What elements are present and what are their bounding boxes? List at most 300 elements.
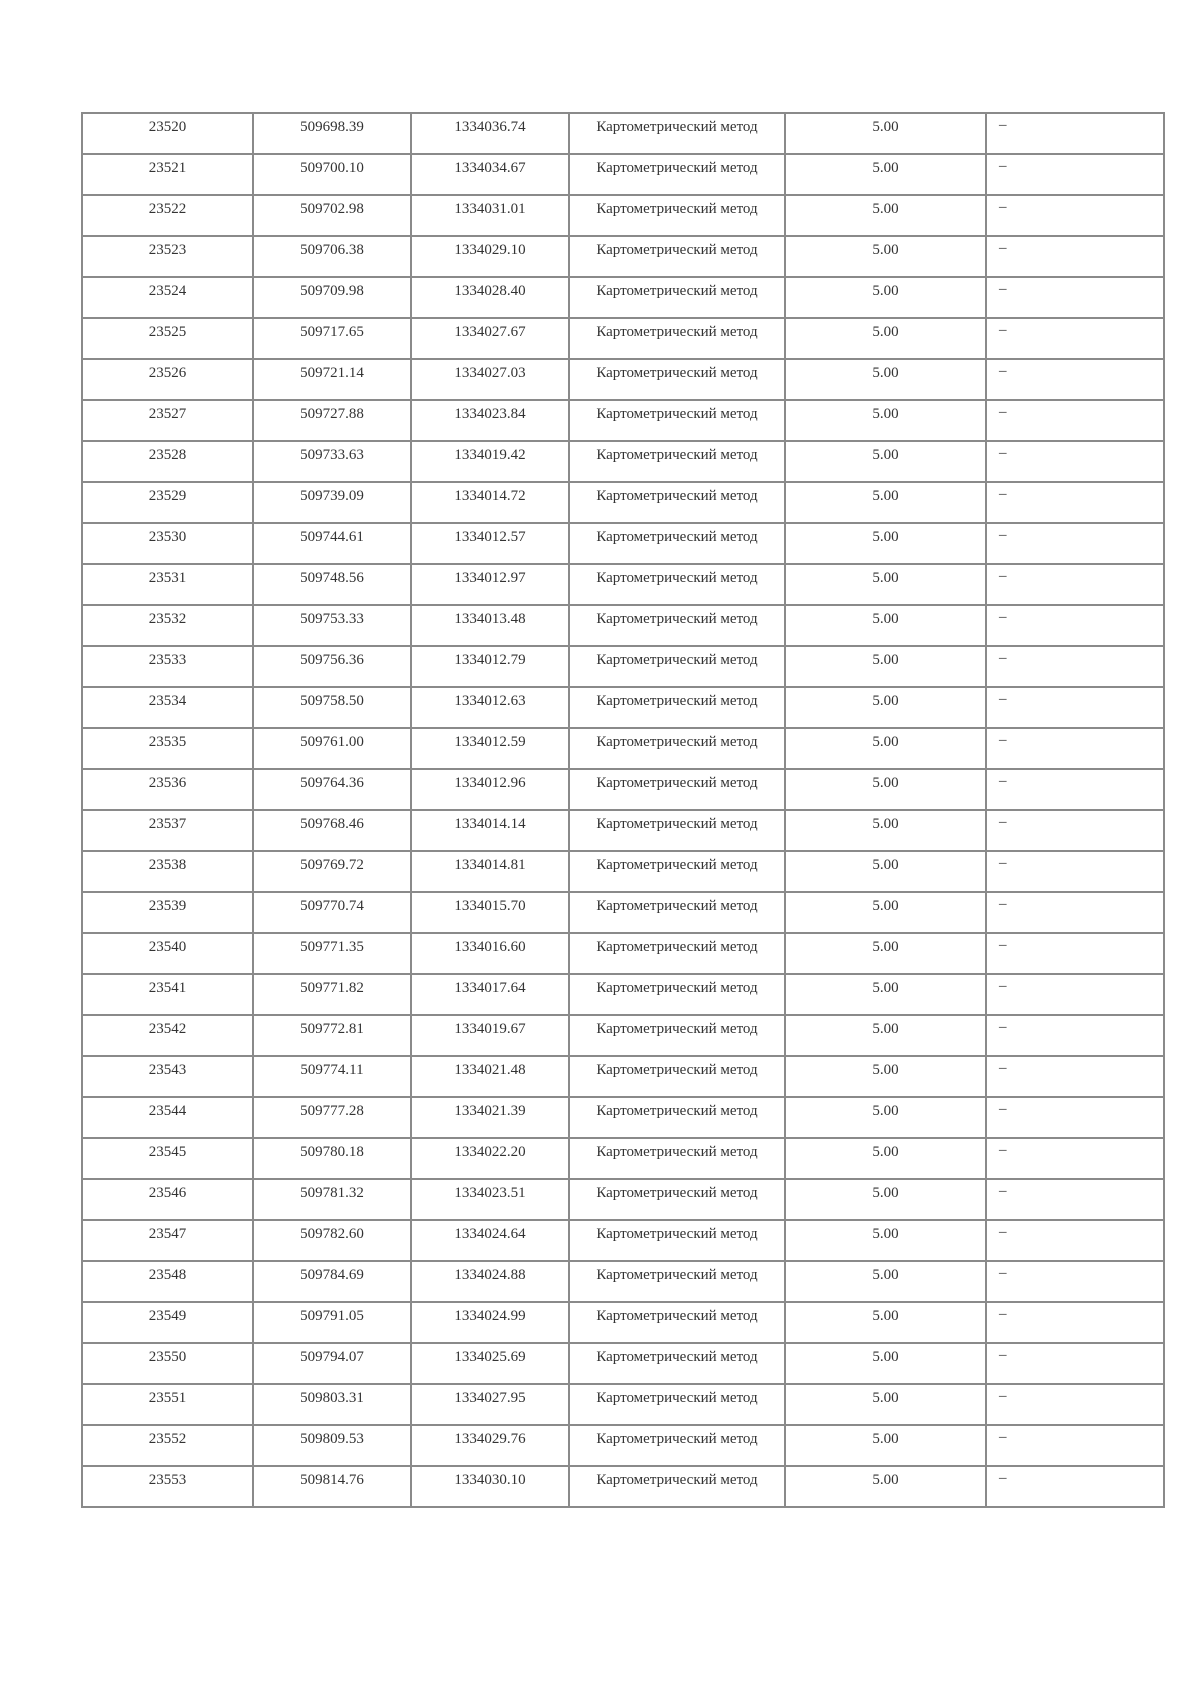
- y-coordinate-cell-text: 1334027.95: [454, 1390, 526, 1406]
- y-coordinate-cell: [411, 1056, 569, 1097]
- note-cell-text: –: [999, 732, 1007, 748]
- y-coordinate-cell: [411, 605, 569, 646]
- table-row: [82, 236, 1164, 277]
- point-number-cell: [82, 1056, 253, 1097]
- note-cell: [986, 1466, 1164, 1507]
- x-coordinate-cell-text: 509774.11: [300, 1062, 364, 1078]
- accuracy-cell-text: 5.00: [872, 652, 899, 668]
- table-row: [82, 1384, 1164, 1425]
- accuracy-cell: [785, 810, 986, 851]
- table-row: [82, 810, 1164, 851]
- accuracy-cell: [785, 318, 986, 359]
- note-cell-text: –: [999, 240, 1007, 256]
- accuracy-cell-text: 5.00: [872, 1390, 899, 1406]
- accuracy-cell: [785, 1466, 986, 1507]
- point-number-cell-text: 23550: [148, 1349, 187, 1365]
- note-cell-text: –: [999, 1306, 1007, 1322]
- note-cell: [986, 359, 1164, 400]
- note-cell-text: –: [999, 1347, 1007, 1363]
- y-coordinate-cell: [411, 728, 569, 769]
- method-cell: [569, 195, 785, 236]
- accuracy-cell-text: 5.00: [872, 1185, 899, 1201]
- note-cell: [986, 400, 1164, 441]
- accuracy-cell-text: 5.00: [872, 1349, 899, 1365]
- note-cell: [986, 892, 1164, 933]
- y-coordinate-cell: [411, 974, 569, 1015]
- point-number-cell-text: 23520: [148, 119, 187, 135]
- x-coordinate-cell-text: 509791.05: [300, 1308, 364, 1324]
- table-row: [82, 605, 1164, 646]
- x-coordinate-cell-text: 509764.36: [300, 775, 364, 791]
- x-coordinate-cell: [253, 441, 411, 482]
- accuracy-cell-text: 5.00: [872, 1308, 899, 1324]
- y-coordinate-cell: [411, 113, 569, 154]
- accuracy-cell-text: 5.00: [872, 447, 899, 463]
- x-coordinate-cell-text: 509702.98: [300, 201, 364, 217]
- point-number-cell-text: 23523: [148, 242, 187, 258]
- x-coordinate-cell-text: 509780.18: [300, 1144, 364, 1160]
- note-cell-text: –: [999, 1470, 1007, 1486]
- y-coordinate-cell: [411, 523, 569, 564]
- note-cell: [986, 728, 1164, 769]
- table-row: [82, 1179, 1164, 1220]
- note-cell: [986, 523, 1164, 564]
- method-cell-text: Картометрический метод: [596, 1349, 758, 1365]
- point-number-cell: [82, 646, 253, 687]
- y-coordinate-cell-text: 1334012.63: [454, 693, 526, 709]
- method-cell-text: Картометрический метод: [596, 611, 758, 627]
- accuracy-cell: [785, 1425, 986, 1466]
- accuracy-cell-text: 5.00: [872, 775, 899, 791]
- method-cell-text: Картометрический метод: [596, 447, 758, 463]
- y-coordinate-cell: [411, 1261, 569, 1302]
- x-coordinate-cell-text: 509814.76: [300, 1472, 364, 1488]
- note-cell: [986, 441, 1164, 482]
- y-coordinate-cell-text: 1334014.72: [454, 488, 526, 504]
- table-row: [82, 195, 1164, 236]
- accuracy-cell-text: 5.00: [872, 693, 899, 709]
- point-number-cell-text: 23538: [148, 857, 187, 873]
- x-coordinate-cell: [253, 1138, 411, 1179]
- y-coordinate-cell-text: 1334014.14: [454, 816, 526, 832]
- x-coordinate-cell-text: 509809.53: [300, 1431, 364, 1447]
- method-cell-text: Картометрический метод: [596, 693, 758, 709]
- y-coordinate-cell-text: 1334012.79: [454, 652, 526, 668]
- x-coordinate-cell-text: 509727.88: [300, 406, 364, 422]
- x-coordinate-cell: [253, 1015, 411, 1056]
- y-coordinate-cell-text: 1334024.99: [454, 1308, 526, 1324]
- point-number-cell-text: 23547: [148, 1226, 187, 1242]
- table-row: [82, 318, 1164, 359]
- y-coordinate-cell-text: 1334019.42: [454, 447, 526, 463]
- point-number-cell: [82, 769, 253, 810]
- table-row: [82, 933, 1164, 974]
- method-cell-text: Картометрический метод: [596, 775, 758, 791]
- point-number-cell: [82, 1302, 253, 1343]
- point-number-cell: [82, 1425, 253, 1466]
- point-number-cell-text: 23522: [148, 201, 187, 217]
- x-coordinate-cell: [253, 1097, 411, 1138]
- method-cell: [569, 1466, 785, 1507]
- point-number-cell: [82, 810, 253, 851]
- method-cell: [569, 933, 785, 974]
- method-cell-text: Картометрический метод: [596, 1185, 758, 1201]
- x-coordinate-cell: [253, 605, 411, 646]
- accuracy-cell-text: 5.00: [872, 488, 899, 504]
- table-row: [82, 687, 1164, 728]
- method-cell-text: Картометрический метод: [596, 160, 758, 176]
- y-coordinate-cell: [411, 933, 569, 974]
- x-coordinate-cell: [253, 1261, 411, 1302]
- y-coordinate-cell-text: 1334013.48: [454, 611, 526, 627]
- y-coordinate-cell: [411, 1384, 569, 1425]
- accuracy-cell: [785, 113, 986, 154]
- y-coordinate-cell: [411, 1302, 569, 1343]
- x-coordinate-cell: [253, 1056, 411, 1097]
- x-coordinate-cell-text: 509756.36: [300, 652, 364, 668]
- method-cell: [569, 1384, 785, 1425]
- method-cell: [569, 605, 785, 646]
- accuracy-cell-text: 5.00: [872, 324, 899, 340]
- y-coordinate-cell: [411, 646, 569, 687]
- x-coordinate-cell: [253, 769, 411, 810]
- accuracy-cell: [785, 646, 986, 687]
- accuracy-cell: [785, 974, 986, 1015]
- table-row: [82, 974, 1164, 1015]
- note-cell: [986, 810, 1164, 851]
- table-row: [82, 564, 1164, 605]
- y-coordinate-cell-text: 1334024.64: [454, 1226, 526, 1242]
- y-coordinate-cell: [411, 1179, 569, 1220]
- y-coordinate-cell: [411, 1466, 569, 1507]
- method-cell: [569, 359, 785, 400]
- accuracy-cell-text: 5.00: [872, 939, 899, 955]
- accuracy-cell-text: 5.00: [872, 119, 899, 135]
- method-cell: [569, 1138, 785, 1179]
- note-cell: [986, 1261, 1164, 1302]
- point-number-cell: [82, 236, 253, 277]
- method-cell-text: Картометрический метод: [596, 488, 758, 504]
- table-row: [82, 1466, 1164, 1507]
- table-row: [82, 851, 1164, 892]
- method-cell-text: Картометрический метод: [596, 939, 758, 955]
- note-cell-text: –: [999, 896, 1007, 912]
- method-cell-text: Картометрический метод: [596, 529, 758, 545]
- note-cell: [986, 195, 1164, 236]
- note-cell: [986, 933, 1164, 974]
- note-cell-text: –: [999, 1183, 1007, 1199]
- method-cell: [569, 1261, 785, 1302]
- x-coordinate-cell: [253, 277, 411, 318]
- table-row: [82, 113, 1164, 154]
- x-coordinate-cell: [253, 1220, 411, 1261]
- table-row: [82, 400, 1164, 441]
- point-number-cell: [82, 1466, 253, 1507]
- y-coordinate-cell: [411, 1425, 569, 1466]
- table-row: [82, 1261, 1164, 1302]
- x-coordinate-cell-text: 509770.74: [300, 898, 364, 914]
- accuracy-cell-text: 5.00: [872, 1431, 899, 1447]
- accuracy-cell-text: 5.00: [872, 1267, 899, 1283]
- method-cell: [569, 851, 785, 892]
- x-coordinate-cell: [253, 400, 411, 441]
- accuracy-cell-text: 5.00: [872, 857, 899, 873]
- point-number-cell-text: 23530: [148, 529, 187, 545]
- note-cell: [986, 482, 1164, 523]
- accuracy-cell-text: 5.00: [872, 1472, 899, 1488]
- method-cell-text: Картометрический метод: [596, 1226, 758, 1242]
- accuracy-cell: [785, 892, 986, 933]
- accuracy-cell: [785, 1097, 986, 1138]
- accuracy-cell-text: 5.00: [872, 1021, 899, 1037]
- note-cell: [986, 1302, 1164, 1343]
- x-coordinate-cell: [253, 113, 411, 154]
- table-row: [82, 277, 1164, 318]
- note-cell-text: –: [999, 1060, 1007, 1076]
- method-cell: [569, 1015, 785, 1056]
- y-coordinate-cell-text: 1334028.40: [454, 283, 526, 299]
- point-number-cell: [82, 154, 253, 195]
- method-cell-text: Картометрический метод: [596, 283, 758, 299]
- note-cell: [986, 646, 1164, 687]
- y-coordinate-cell: [411, 1220, 569, 1261]
- point-number-cell: [82, 851, 253, 892]
- x-coordinate-cell: [253, 195, 411, 236]
- note-cell-text: –: [999, 1388, 1007, 1404]
- note-cell-text: –: [999, 158, 1007, 174]
- y-coordinate-cell-text: 1334016.60: [454, 939, 526, 955]
- point-number-cell-text: 23551: [148, 1390, 187, 1406]
- y-coordinate-cell-text: 1334015.70: [454, 898, 526, 914]
- x-coordinate-cell-text: 509748.56: [300, 570, 364, 586]
- point-number-cell-text: 23526: [148, 365, 187, 381]
- y-coordinate-cell-text: 1334029.10: [454, 242, 526, 258]
- method-cell-text: Картометрический метод: [596, 1472, 758, 1488]
- x-coordinate-cell-text: 509772.81: [300, 1021, 364, 1037]
- accuracy-cell: [785, 605, 986, 646]
- method-cell-text: Картометрический метод: [596, 816, 758, 832]
- method-cell-text: Картометрический метод: [596, 242, 758, 258]
- x-coordinate-cell-text: 509794.07: [300, 1349, 364, 1365]
- accuracy-cell-text: 5.00: [872, 160, 899, 176]
- point-number-cell: [82, 1220, 253, 1261]
- x-coordinate-cell: [253, 1466, 411, 1507]
- accuracy-cell: [785, 195, 986, 236]
- x-coordinate-cell: [253, 933, 411, 974]
- point-number-cell-text: 23537: [148, 816, 187, 832]
- coordinates-table: [81, 112, 1165, 1508]
- table-row: [82, 1015, 1164, 1056]
- method-cell-text: Картометрический метод: [596, 1144, 758, 1160]
- method-cell: [569, 1097, 785, 1138]
- note-cell-text: –: [999, 814, 1007, 830]
- note-cell-text: –: [999, 773, 1007, 789]
- note-cell-text: –: [999, 527, 1007, 543]
- accuracy-cell: [785, 728, 986, 769]
- table-row: [82, 154, 1164, 195]
- x-coordinate-cell-text: 509782.60: [300, 1226, 364, 1242]
- y-coordinate-cell: [411, 1343, 569, 1384]
- method-cell: [569, 277, 785, 318]
- accuracy-cell: [785, 523, 986, 564]
- method-cell: [569, 564, 785, 605]
- note-cell: [986, 1097, 1164, 1138]
- note-cell: [986, 851, 1164, 892]
- x-coordinate-cell-text: 509733.63: [300, 447, 364, 463]
- accuracy-cell: [785, 1220, 986, 1261]
- y-coordinate-cell-text: 1334017.64: [454, 980, 526, 996]
- x-coordinate-cell-text: 509721.14: [300, 365, 364, 381]
- method-cell: [569, 318, 785, 359]
- table-row: [82, 1220, 1164, 1261]
- point-number-cell-text: 23534: [148, 693, 187, 709]
- y-coordinate-cell: [411, 277, 569, 318]
- y-coordinate-cell-text: 1334023.51: [454, 1185, 526, 1201]
- y-coordinate-cell: [411, 1138, 569, 1179]
- point-number-cell: [82, 605, 253, 646]
- y-coordinate-cell: [411, 892, 569, 933]
- accuracy-cell-text: 5.00: [872, 283, 899, 299]
- note-cell: [986, 1384, 1164, 1425]
- method-cell: [569, 769, 785, 810]
- accuracy-cell: [785, 1179, 986, 1220]
- x-coordinate-cell-text: 509753.33: [300, 611, 364, 627]
- point-number-cell-text: 23535: [148, 734, 187, 750]
- accuracy-cell: [785, 769, 986, 810]
- method-cell-text: Картометрический метод: [596, 406, 758, 422]
- y-coordinate-cell-text: 1334012.97: [454, 570, 526, 586]
- x-coordinate-cell-text: 509784.69: [300, 1267, 364, 1283]
- x-coordinate-cell-text: 509700.10: [300, 160, 364, 176]
- accuracy-cell-text: 5.00: [872, 980, 899, 996]
- note-cell-text: –: [999, 609, 1007, 625]
- y-coordinate-cell-text: 1334014.81: [454, 857, 526, 873]
- accuracy-cell-text: 5.00: [872, 201, 899, 217]
- method-cell-text: Картометрический метод: [596, 1308, 758, 1324]
- point-number-cell-text: 23525: [148, 324, 187, 340]
- x-coordinate-cell-text: 509744.61: [300, 529, 364, 545]
- table-row: [82, 359, 1164, 400]
- y-coordinate-cell-text: 1334030.10: [454, 1472, 526, 1488]
- x-coordinate-cell-text: 509706.38: [300, 242, 364, 258]
- y-coordinate-cell-text: 1334036.74: [454, 119, 526, 135]
- method-cell-text: Картометрический метод: [596, 1267, 758, 1283]
- table-row: [82, 441, 1164, 482]
- method-cell: [569, 728, 785, 769]
- table-row: [82, 1056, 1164, 1097]
- accuracy-cell-text: 5.00: [872, 1062, 899, 1078]
- y-coordinate-cell-text: 1334021.48: [454, 1062, 526, 1078]
- x-coordinate-cell: [253, 482, 411, 523]
- method-cell-text: Картометрический метод: [596, 1390, 758, 1406]
- y-coordinate-cell-text: 1334023.84: [454, 406, 526, 422]
- x-coordinate-cell: [253, 154, 411, 195]
- point-number-cell: [82, 1138, 253, 1179]
- y-coordinate-cell: [411, 154, 569, 195]
- note-cell: [986, 687, 1164, 728]
- x-coordinate-cell-text: 509771.82: [300, 980, 364, 996]
- note-cell-text: –: [999, 445, 1007, 461]
- accuracy-cell: [785, 933, 986, 974]
- note-cell-text: –: [999, 691, 1007, 707]
- method-cell-text: Картометрический метод: [596, 980, 758, 996]
- method-cell: [569, 441, 785, 482]
- note-cell: [986, 113, 1164, 154]
- point-number-cell: [82, 441, 253, 482]
- note-cell: [986, 769, 1164, 810]
- y-coordinate-cell-text: 1334027.67: [454, 324, 526, 340]
- note-cell: [986, 236, 1164, 277]
- table-row: [82, 892, 1164, 933]
- method-cell: [569, 236, 785, 277]
- note-cell-text: –: [999, 404, 1007, 420]
- accuracy-cell: [785, 1302, 986, 1343]
- y-coordinate-cell: [411, 851, 569, 892]
- accuracy-cell-text: 5.00: [872, 898, 899, 914]
- point-number-cell-text: 23521: [148, 160, 187, 176]
- point-number-cell-text: 23541: [148, 980, 187, 996]
- accuracy-cell-text: 5.00: [872, 406, 899, 422]
- note-cell: [986, 1343, 1164, 1384]
- note-cell: [986, 1425, 1164, 1466]
- accuracy-cell: [785, 1138, 986, 1179]
- table-row: [82, 1138, 1164, 1179]
- method-cell: [569, 482, 785, 523]
- y-coordinate-cell-text: 1334022.20: [454, 1144, 526, 1160]
- method-cell: [569, 154, 785, 195]
- accuracy-cell: [785, 400, 986, 441]
- point-number-cell: [82, 974, 253, 1015]
- x-coordinate-cell-text: 509761.00: [300, 734, 364, 750]
- note-cell-text: –: [999, 650, 1007, 666]
- method-cell-text: Картометрический метод: [596, 734, 758, 750]
- note-cell-text: –: [999, 117, 1007, 133]
- point-number-cell-text: 23553: [148, 1472, 187, 1488]
- note-cell: [986, 1179, 1164, 1220]
- x-coordinate-cell: [253, 974, 411, 1015]
- note-cell: [986, 605, 1164, 646]
- x-coordinate-cell: [253, 1302, 411, 1343]
- point-number-cell: [82, 1343, 253, 1384]
- y-coordinate-cell: [411, 359, 569, 400]
- point-number-cell: [82, 1261, 253, 1302]
- method-cell: [569, 974, 785, 1015]
- accuracy-cell: [785, 564, 986, 605]
- point-number-cell: [82, 1179, 253, 1220]
- y-coordinate-cell-text: 1334012.59: [454, 734, 526, 750]
- point-number-cell: [82, 687, 253, 728]
- point-number-cell-text: 23536: [148, 775, 187, 791]
- point-number-cell: [82, 318, 253, 359]
- method-cell: [569, 1056, 785, 1097]
- point-number-cell-text: 23540: [148, 939, 187, 955]
- accuracy-cell: [785, 1015, 986, 1056]
- x-coordinate-cell-text: 509768.46: [300, 816, 364, 832]
- x-coordinate-cell: [253, 359, 411, 400]
- accuracy-cell: [785, 154, 986, 195]
- note-cell-text: –: [999, 281, 1007, 297]
- table-row: [82, 1097, 1164, 1138]
- point-number-cell-text: 23524: [148, 283, 187, 299]
- note-cell-text: –: [999, 1142, 1007, 1158]
- accuracy-cell: [785, 1384, 986, 1425]
- x-coordinate-cell: [253, 728, 411, 769]
- table-row: [82, 646, 1164, 687]
- y-coordinate-cell: [411, 1097, 569, 1138]
- method-cell: [569, 1425, 785, 1466]
- x-coordinate-cell-text: 509717.65: [300, 324, 364, 340]
- x-coordinate-cell: [253, 1425, 411, 1466]
